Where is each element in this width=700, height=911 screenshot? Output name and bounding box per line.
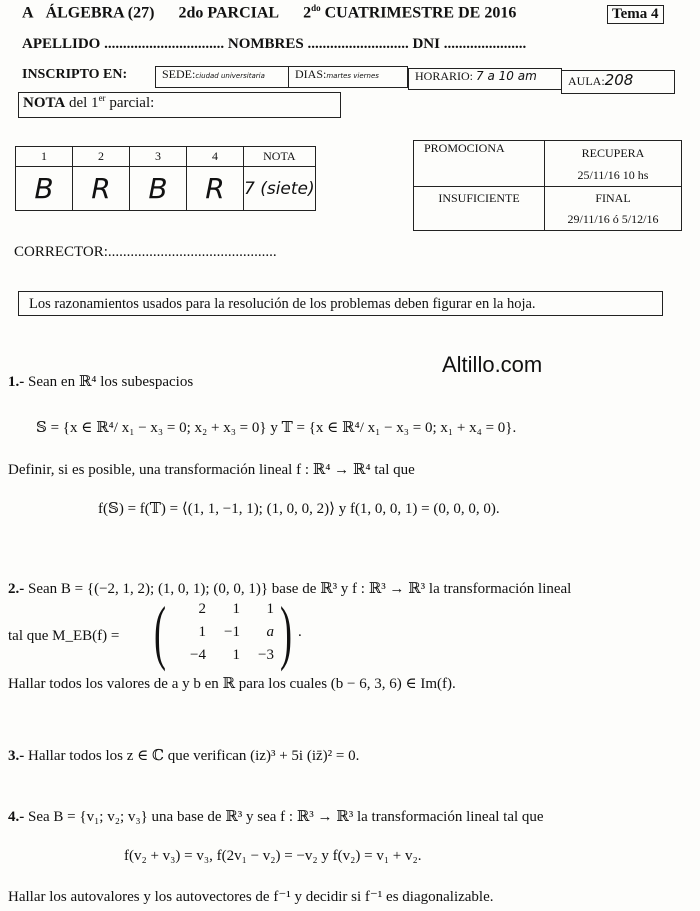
matrix-cell: a xyxy=(266,623,274,640)
inscripto-label: INSCRIPTO EN: xyxy=(22,67,128,82)
aula-field xyxy=(561,70,675,94)
matrix-cell: 1 xyxy=(232,646,240,663)
grade-value: B xyxy=(16,167,73,211)
sede-label: SEDE: xyxy=(162,67,196,81)
dias-field xyxy=(288,66,408,88)
grade-header: 4 xyxy=(187,147,244,167)
dias-label: DIAS: xyxy=(295,67,327,81)
subject: ÁLGEBRA (27) xyxy=(45,4,155,22)
matrix-cell: 1 xyxy=(232,600,240,617)
problem-text: Sea B = {v₁; v₂; v₃} una base de ℝ³ y sea f : ℝ³ → ℝ³ la transformación lineal tal que xyxy=(28,809,544,825)
problem-4-task: Hallar los autovalores y los autovectores de f⁻¹ y decidir si f⁻¹ es diagonalizable. xyxy=(8,889,494,905)
aula-value: 208 xyxy=(604,71,634,89)
grade-value: B xyxy=(130,167,187,211)
promocion-cell: PROMOCIONA xyxy=(414,141,545,187)
problem-1-intro xyxy=(8,372,193,391)
problem-text: Sean en ℝ⁴ los subespacios xyxy=(28,374,194,390)
status-table xyxy=(413,140,682,231)
matrix-cells xyxy=(172,601,274,664)
exam-letter: A xyxy=(22,4,34,22)
problem-1-task: Definir, si es posible, una transformación lineal f : ℝ⁴ → ℝ⁴ tal que xyxy=(8,462,415,478)
problem-4-intro xyxy=(8,807,544,826)
problem-number: 2.- xyxy=(8,581,25,597)
dias-value: martes viernes xyxy=(326,72,379,80)
grade-header: 1 xyxy=(16,147,73,167)
matrix-cell: −3 xyxy=(258,646,274,663)
problem-number: 4.- xyxy=(8,809,25,825)
problem-number: 3.- xyxy=(8,748,25,764)
sede-field xyxy=(155,66,289,88)
grades-table xyxy=(15,146,316,211)
final-dates: 29/11/16 ó 5/12/16 xyxy=(567,211,659,226)
term-num: 2 xyxy=(303,4,312,22)
horario-label: HORARIO: xyxy=(415,69,474,83)
problem-4-condition: f(v₂ + v₃) = v₃, f(2v₁ − v₂) = −v₂ y f(v₂) = v₁ + v₂. xyxy=(124,848,422,864)
dni-field: DNI ...................... xyxy=(412,36,527,52)
nota-label: NOTA xyxy=(23,95,66,111)
nota-end: parcial: xyxy=(109,95,155,111)
watermark: Altillo.com xyxy=(442,352,543,377)
nombres-field: NOMBRES ........................... xyxy=(227,36,409,52)
exam-name: 2do PARCIAL xyxy=(178,4,280,22)
grade-value: R xyxy=(73,167,130,211)
problem-text: Sean B = {(−2, 1, 2); (1, 0, 1); (0, 0, 1)} base de ℝ³ y f : ℝ³ → ℝ³ la transformación lineal xyxy=(28,581,572,597)
student-fields xyxy=(22,36,526,53)
term-word: CUATRIMESTRE DE 2016 xyxy=(324,4,517,22)
insuficiente-cell: INSUFICIENTE xyxy=(414,187,545,231)
problem-text: Hallar todos los z ∈ ℂ que verifican (iz)³ + 5i (iz̄)² = 0. xyxy=(28,748,360,764)
corrector-field: CORRECTOR:............................................. xyxy=(14,244,277,260)
tema-badge: Tema 4 xyxy=(607,5,664,24)
grade-header: 3 xyxy=(130,147,187,167)
aula-label: AULA: xyxy=(568,74,605,88)
grade-value: R xyxy=(187,167,244,211)
problem-2-task: Hallar todos los valores de a y b en ℝ para los cuales (b − 6, 3, 6) ∈ Im(f). xyxy=(8,676,456,692)
problem-1-sets: 𝕊 = {x ∈ ℝ⁴/ x₁ − x₃ = 0; x₂ + x₃ = 0} y 𝕋 = {x ∈ ℝ⁴/ x₁ − x₃ = 0; x₁ + x₄ = 0}. xyxy=(36,420,517,436)
nota-sup: er xyxy=(98,93,106,103)
problem-2-tal: tal que M_EB(f) = xyxy=(8,628,120,644)
right-paren: ) xyxy=(279,592,292,672)
left-paren: ( xyxy=(153,592,166,672)
matrix-cell: −4 xyxy=(190,646,206,663)
problem-3 xyxy=(8,746,359,765)
term-sup: do xyxy=(311,3,321,13)
problem-number: 1.- xyxy=(8,374,25,390)
matrix-cell: −1 xyxy=(224,623,240,640)
grade-value: 7 (siete) xyxy=(244,167,316,211)
matrix-cell: 1 xyxy=(198,623,206,640)
matrix-cell: 1 xyxy=(266,600,274,617)
nota-rest: del 1 xyxy=(68,95,99,111)
horario-field xyxy=(408,68,562,90)
matrix-cell: 2 xyxy=(198,600,206,617)
recupera-label: RECUPERA xyxy=(581,145,645,160)
notice-box: Los razonamientos usados para la resolución de los problemas deben figurar en la hoja. xyxy=(18,291,663,316)
recupera-date: 25/11/16 10 hs xyxy=(577,167,649,182)
sede-value: ciudad universitaria xyxy=(195,72,265,80)
grade-header: NOTA xyxy=(244,147,316,167)
apellido-field: APELLIDO ................................ xyxy=(22,36,225,52)
final-label: FINAL xyxy=(595,190,631,205)
matrix: ( 2 1 1 1 −1 a −4 1 −3 ) . xyxy=(153,592,302,672)
grade-header: 2 xyxy=(73,147,130,167)
nota-primer-parcial xyxy=(18,92,341,118)
exam-title xyxy=(22,3,516,22)
problem-1-condition: f(𝕊) = f(𝕋) = ⟨(1, 1, −1, 1); (1, 0, 0, 2)⟩ y f(1, 0, 0, 1) = (0, 0, 0, 0). xyxy=(98,501,500,517)
horario-value: 7 a 10 am xyxy=(476,69,537,83)
